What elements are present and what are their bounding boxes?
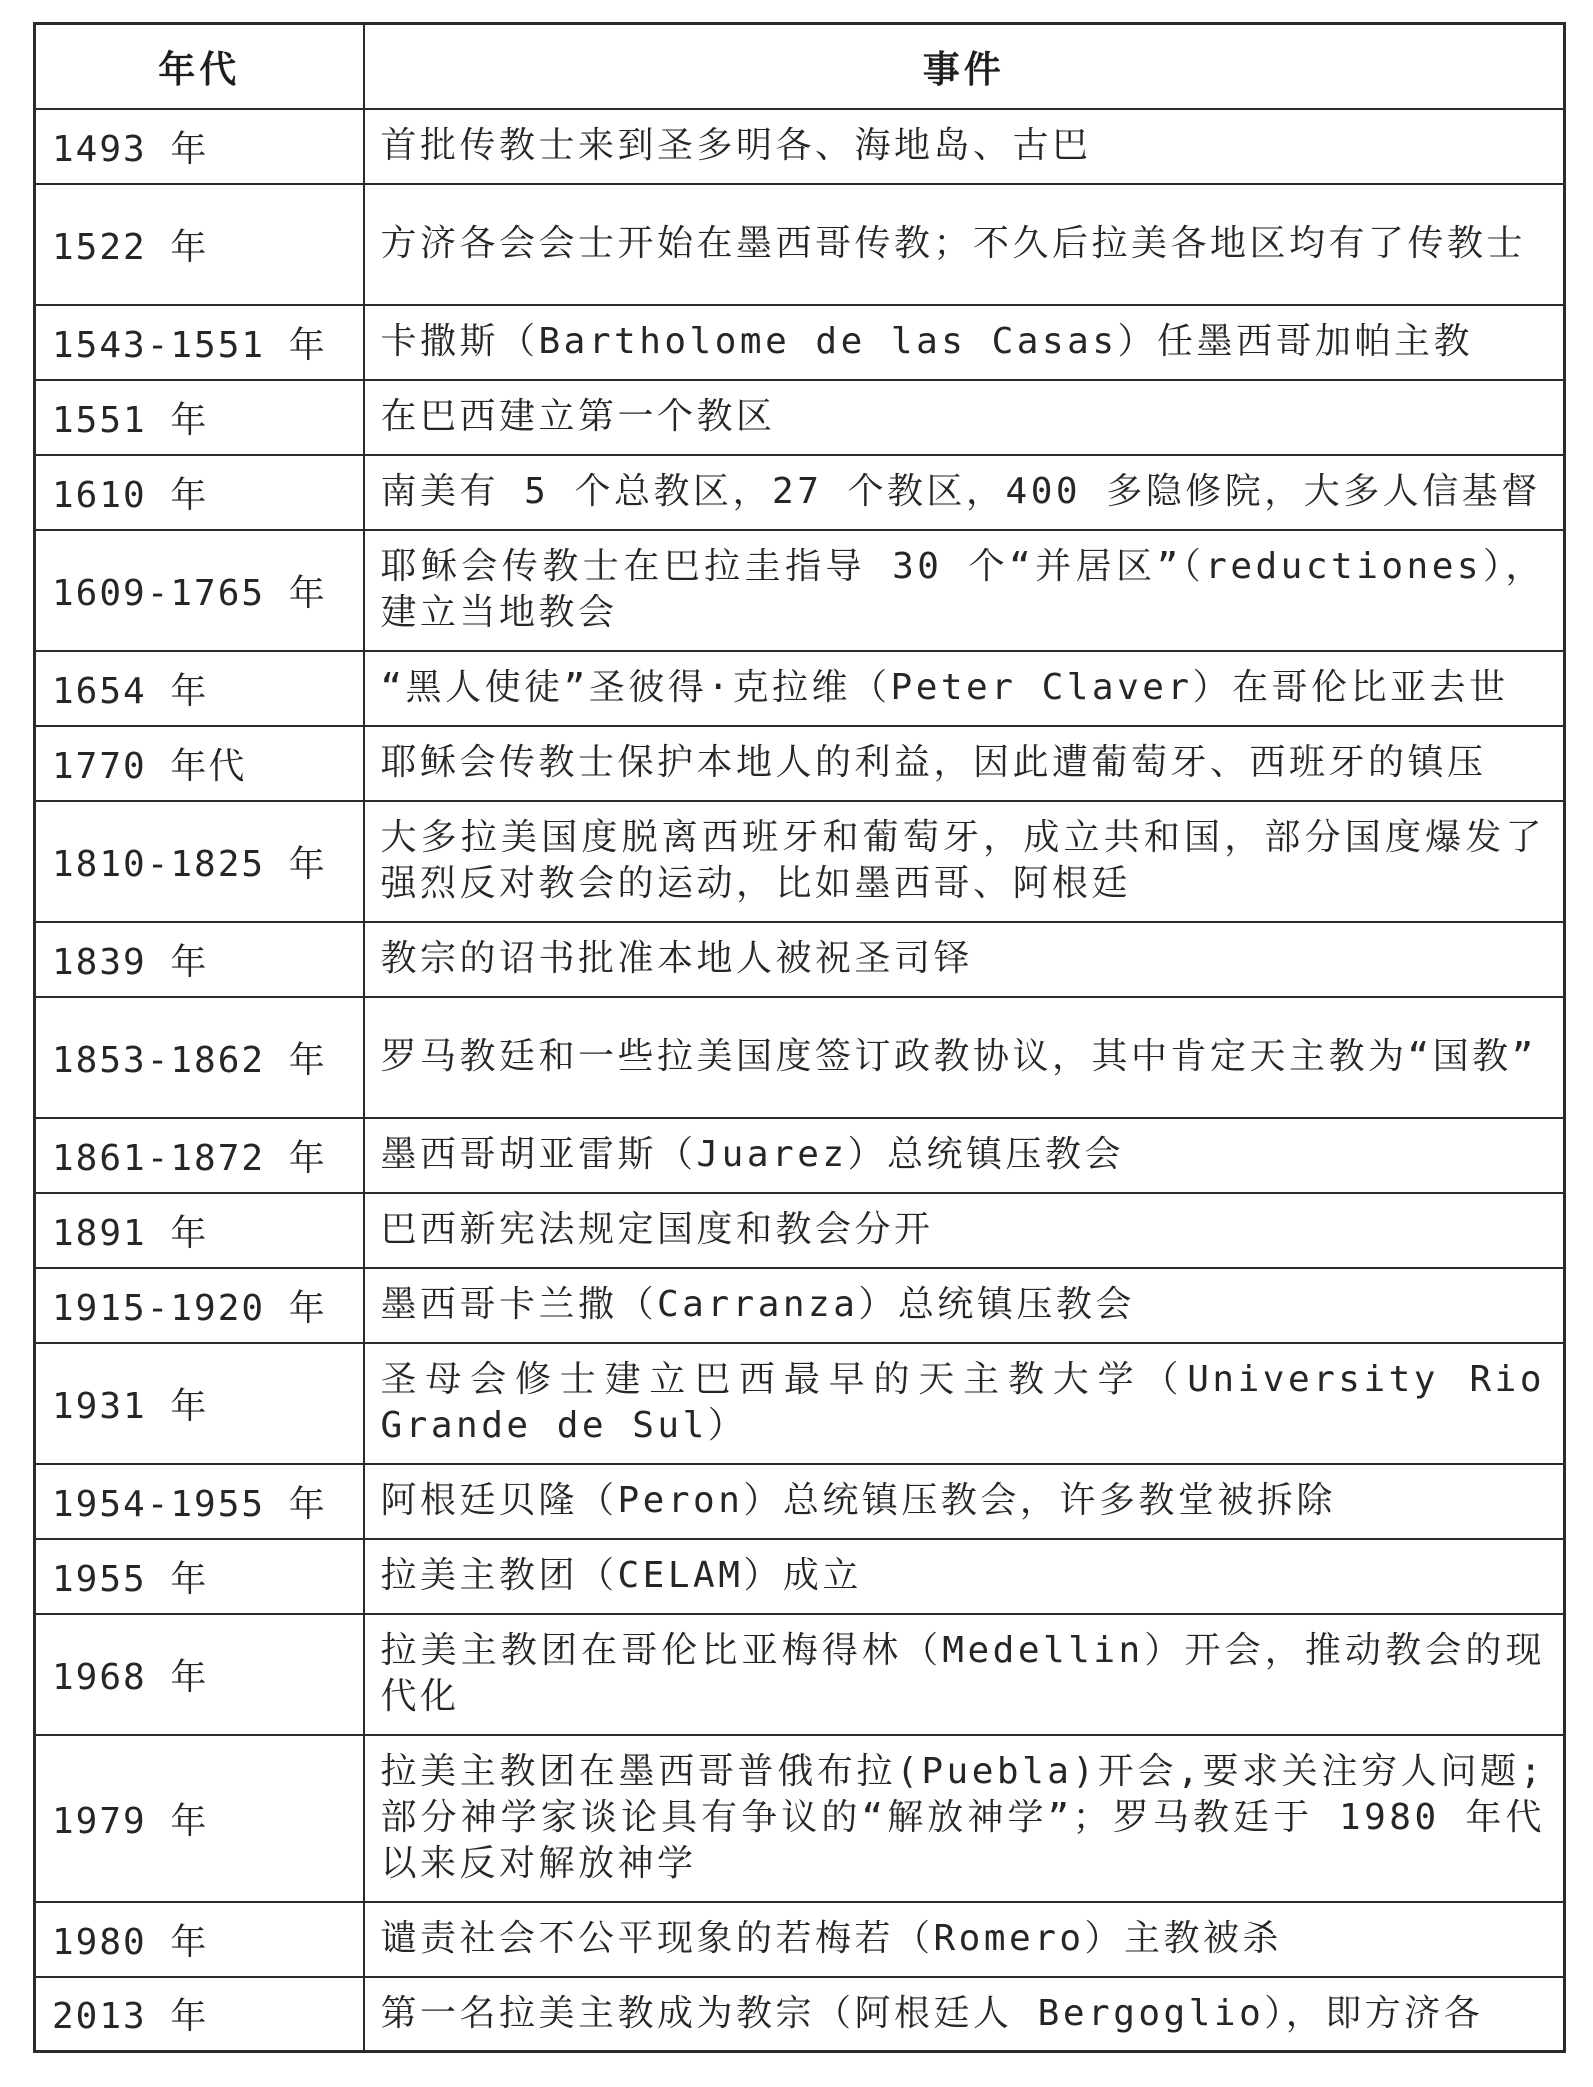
year-cell: 1853-1862 年 (35, 997, 364, 1118)
table-row (35, 1902, 1565, 1977)
event-cell: 教宗的诏书批准本地人被祝圣司铎 (364, 922, 1565, 997)
event-cell: 耶稣会传教士在巴拉圭指导 30 个“并居区”（reductiones），建立当地教会 (364, 530, 1565, 651)
year-cell: 1839 年 (35, 922, 364, 997)
year-cell: 1810-1825 年 (35, 801, 364, 922)
table-row (35, 380, 1565, 455)
event-cell: 罗马教廷和一些拉美国度签订政教协议，其中肯定天主教为“国教” (364, 997, 1565, 1118)
event-cell: 卡撒斯（Bartholome de las Casas）任墨西哥加帕主教 (364, 305, 1565, 380)
table-row (35, 1193, 1565, 1268)
year-cell: 1891 年 (35, 1193, 364, 1268)
year-cell: 1551 年 (35, 380, 364, 455)
table-row (35, 997, 1565, 1118)
table-row (35, 651, 1565, 726)
year-cell: 1861-1872 年 (35, 1118, 364, 1193)
year-cell: 1610 年 (35, 455, 364, 530)
event-cell: 第一名拉美主教成为教宗（阿根廷人 Bergoglio），即方济各 (364, 1977, 1565, 2052)
table-row (35, 109, 1565, 184)
year-cell: 1954-1955 年 (35, 1464, 364, 1539)
table-row (35, 1464, 1565, 1539)
event-cell: 巴西新宪法规定国度和教会分开 (364, 1193, 1565, 1268)
event-cell: 大多拉美国度脱离西班牙和葡萄牙，成立共和国，部分国度爆发了强烈反对教会的运动，比如墨西哥、阿根廷 (364, 801, 1565, 922)
table-row (35, 726, 1565, 801)
year-cell: 1915-1920 年 (35, 1268, 364, 1343)
year-cell: 1979 年 (35, 1735, 364, 1902)
table-row (35, 530, 1565, 651)
year-cell: 2013 年 (35, 1977, 364, 2052)
event-cell: 墨西哥卡兰撒（Carranza）总统镇压教会 (364, 1268, 1565, 1343)
table-row (35, 455, 1565, 530)
table-row (35, 1343, 1565, 1464)
table-row (35, 1735, 1565, 1902)
event-column-header: 事件 (364, 24, 1565, 109)
event-cell: 在巴西建立第一个教区 (364, 380, 1565, 455)
event-cell: “黑人使徒”圣彼得·克拉维（Peter Claver）在哥伦比亚去世 (364, 651, 1565, 726)
table-row (35, 1118, 1565, 1193)
year-cell: 1654 年 (35, 651, 364, 726)
header-row (35, 24, 1565, 109)
table-row (35, 922, 1565, 997)
event-cell: 首批传教士来到圣多明各、海地岛、古巴 (364, 109, 1565, 184)
table-row (35, 305, 1565, 380)
table-row (35, 1977, 1565, 2052)
event-cell: 拉美主教团在墨西哥普俄布拉(Puebla)开会,要求关注穷人问题;部分神学家谈论具有争议的“解放神学”；罗马教廷于 1980 年代以来反对解放神学 (364, 1735, 1565, 1902)
event-cell: 拉美主教团（CELAM）成立 (364, 1539, 1565, 1614)
event-cell: 南美有 5 个总教区，27 个教区，400 多隐修院，大多人信基督 (364, 455, 1565, 530)
table-row (35, 1614, 1565, 1735)
year-cell: 1493 年 (35, 109, 364, 184)
table-row (35, 184, 1565, 305)
year-cell: 1931 年 (35, 1343, 364, 1464)
event-cell: 圣母会修士建立巴西最早的天主教大学（University Rio Grande de Sul） (364, 1343, 1565, 1464)
event-cell: 墨西哥胡亚雷斯（Juarez）总统镇压教会 (364, 1118, 1565, 1193)
year-cell: 1770 年代 (35, 726, 364, 801)
table-row (35, 801, 1565, 922)
year-cell: 1522 年 (35, 184, 364, 305)
year-cell: 1968 年 (35, 1614, 364, 1735)
event-cell: 谴责社会不公平现象的若梅若（Romero）主教被杀 (364, 1902, 1565, 1977)
table-row (35, 1539, 1565, 1614)
event-cell: 阿根廷贝隆（Peron）总统镇压教会，许多教堂被拆除 (364, 1464, 1565, 1539)
year-column-header: 年代 (35, 24, 364, 109)
year-cell: 1955 年 (35, 1539, 364, 1614)
year-cell: 1609-1765 年 (35, 530, 364, 651)
year-cell: 1543-1551 年 (35, 305, 364, 380)
event-cell: 耶稣会传教士保护本地人的利益，因此遭葡萄牙、西班牙的镇压 (364, 726, 1565, 801)
table-row (35, 1268, 1565, 1343)
year-cell: 1980 年 (35, 1902, 364, 1977)
event-cell: 方济各会会士开始在墨西哥传教；不久后拉美各地区均有了传教士 (364, 184, 1565, 305)
event-cell: 拉美主教团在哥伦比亚梅得林（Medellin）开会，推动教会的现代化 (364, 1614, 1565, 1735)
timeline-table (33, 22, 1566, 2053)
